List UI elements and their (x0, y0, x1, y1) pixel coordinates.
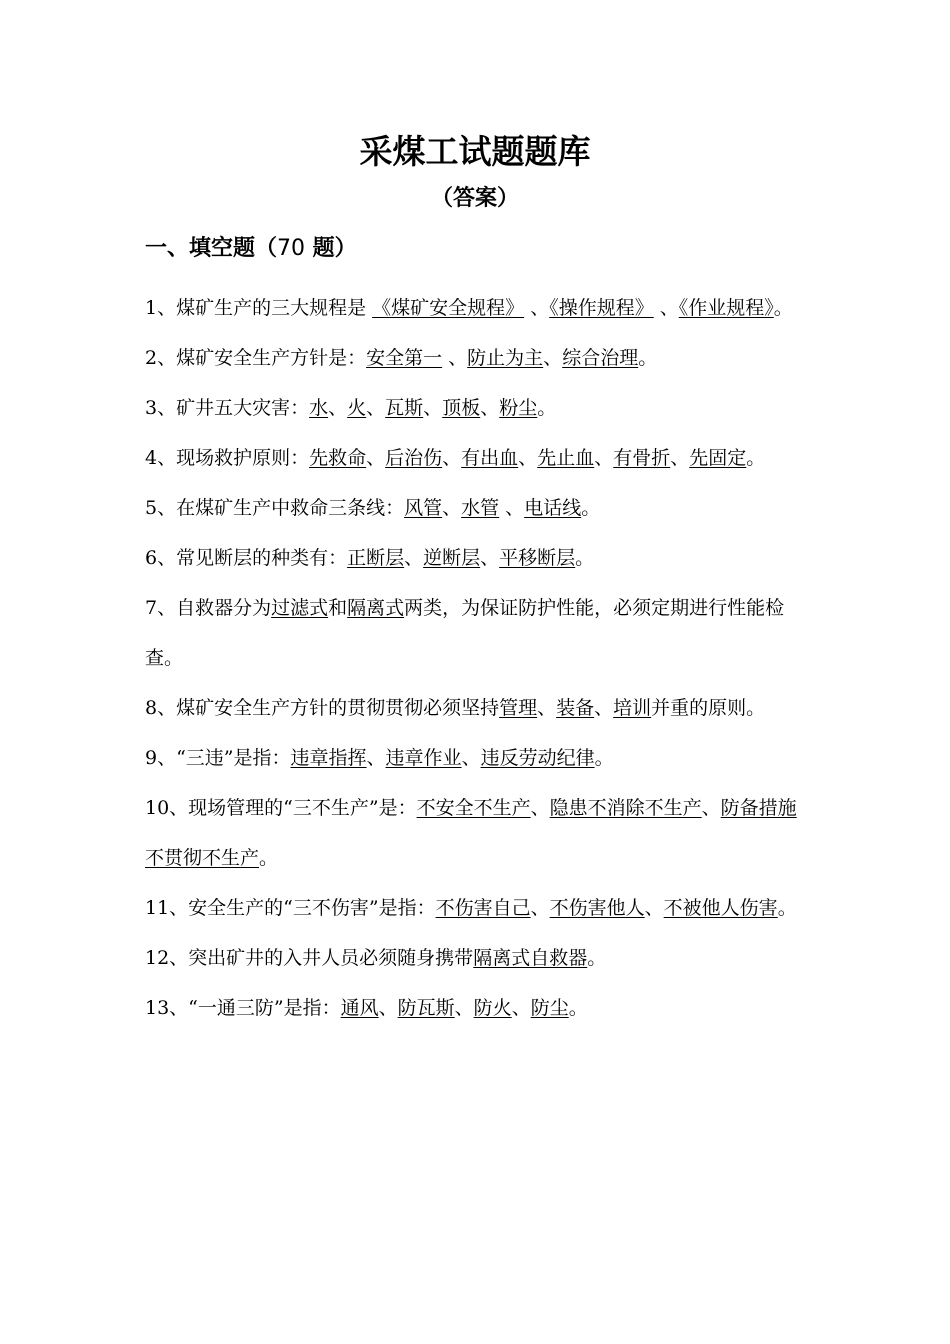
question-text: 、 (461, 747, 481, 769)
answer-blank: 平移断层 (499, 547, 576, 569)
question-item (145, 383, 807, 433)
question-text: 、 (404, 547, 424, 569)
answer-blank: 不伤害自己 (435, 897, 531, 919)
question-text: 、 (366, 447, 386, 469)
answer-blank: 防火 (473, 997, 512, 1019)
question-text: 11、安全生产的“三不伤害”是指： (145, 897, 436, 919)
answer-blank: 隔离式自救器 (473, 947, 588, 969)
answer-blank: 装备 (556, 697, 595, 719)
question-item (145, 333, 807, 383)
answer-blank: 管理 (499, 697, 538, 719)
question-text: 。 (259, 847, 279, 869)
answer-blank: 正断层 (347, 547, 405, 569)
answer-blank: 通风 (340, 997, 379, 1019)
question-text: 、 (524, 297, 550, 319)
answer-blank: 安全第一 (366, 347, 443, 369)
question-text: 12、突出矿井的入井人员必须随身携带 (145, 947, 474, 969)
question-text: 。 (568, 997, 588, 1019)
answer-blank: 先救命 (309, 447, 367, 469)
question-item (145, 933, 807, 983)
question-text: 、 (442, 447, 462, 469)
question-text: 。 (587, 947, 607, 969)
question-item (145, 983, 807, 1033)
question-text: 。 (537, 397, 557, 419)
question-text: 、 (594, 697, 614, 719)
question-text: 、 (701, 797, 721, 819)
question-item (145, 533, 807, 583)
answer-blank: 违章指挥 (290, 747, 367, 769)
question-text: 。 (638, 347, 658, 369)
answer-blank: 先止血 (537, 447, 595, 469)
answer-blank: 《作业规程》 (678, 297, 774, 319)
section-question-count: 70 (277, 236, 306, 261)
question-text: 、 (644, 897, 664, 919)
answer-blank: 隐患不消除不生产 (549, 797, 702, 819)
question-text: 、 (530, 797, 550, 819)
question-text: 、 (511, 997, 531, 1019)
question-text: 、 (499, 497, 525, 519)
answer-blank: 水管 (461, 497, 500, 519)
question-text: 2、煤矿安全生产方针是： (145, 347, 367, 369)
question-item (145, 883, 807, 933)
answer-blank: 先固定 (689, 447, 747, 469)
question-item (145, 433, 807, 483)
question-text: 两类，为保证防护性能，必须定期进行性能检查。 (145, 597, 785, 669)
answer-blank: 违章作业 (385, 747, 462, 769)
question-item (145, 783, 807, 883)
question-text: 。 (575, 547, 595, 569)
answer-blank: 防备措施不贯彻不生产 (145, 797, 797, 869)
question-text: 并重的原则。 (651, 697, 766, 719)
answer-blank: 不被他人伤害 (663, 897, 778, 919)
document-subtitle: （答案） (430, 186, 519, 211)
question-text: 、 (454, 997, 474, 1019)
answer-blank: 水 (309, 397, 329, 419)
question-text: 。 (581, 497, 601, 519)
section-suffix: 题） (305, 236, 357, 261)
answer-blank: 《操作规程》 (549, 297, 654, 319)
question-item (145, 583, 807, 683)
question-text: 、 (537, 697, 557, 719)
question-text: 。 (777, 897, 797, 919)
question-text: 、 (653, 297, 679, 319)
answer-blank: 逆断层 (423, 547, 481, 569)
answer-blank: 综合治理 (562, 347, 639, 369)
question-text: 10、现场管理的“三不生产”是： (145, 797, 417, 819)
answer-blank: 防止为主 (467, 347, 544, 369)
question-item (145, 683, 807, 733)
answer-blank: 过滤式 (271, 597, 329, 619)
question-text: 。 (746, 447, 766, 469)
question-text: 和 (328, 597, 348, 619)
question-text: 。 (594, 747, 614, 769)
answer-blank: 《煤矿安全规程》 (372, 297, 525, 319)
question-text: 、 (518, 447, 538, 469)
answer-blank: 粉尘 (499, 397, 538, 419)
question-text: 6、常见断层的种类有： (145, 547, 348, 569)
question-text: 、 (442, 347, 468, 369)
answer-blank: 不安全不生产 (416, 797, 531, 819)
answer-blank: 培训 (613, 697, 652, 719)
question-text: 、 (594, 447, 614, 469)
answer-blank: 有骨折 (613, 447, 671, 469)
section-heading (145, 232, 357, 266)
question-text: 、 (366, 747, 386, 769)
question-text: 、 (480, 397, 500, 419)
answer-blank: 顶板 (442, 397, 481, 419)
question-text: 7、自救器分为 (145, 597, 272, 619)
answer-blank: 后治伤 (385, 447, 443, 469)
answer-blank: 有出血 (461, 447, 519, 469)
answer-blank: 电话线 (524, 497, 582, 519)
question-text: 、 (366, 397, 386, 419)
answer-blank: 防尘 (530, 997, 569, 1019)
question-text: 1、煤矿生产的三大规程是 (145, 297, 373, 319)
answer-blank: 不伤害他人 (549, 897, 645, 919)
question-text: 。 (773, 297, 793, 319)
question-list (145, 283, 807, 1033)
answer-blank: 风管 (404, 497, 443, 519)
document-title: 采煤工试题题库 (359, 132, 591, 171)
question-item (145, 483, 807, 533)
question-text: 、 (423, 397, 443, 419)
question-text: 、 (378, 997, 398, 1019)
question-item (145, 733, 807, 783)
question-text: 、 (543, 347, 563, 369)
question-text: 13、“一通三防”是指： (145, 997, 341, 1019)
answer-blank: 违反劳动纪律 (480, 747, 595, 769)
question-text: 9、“三违”是指： (145, 747, 291, 769)
question-text: 5、在煤矿生产中救命三条线： (145, 497, 405, 519)
question-text: 4、现场救护原则： (145, 447, 310, 469)
answer-blank: 火 (347, 397, 367, 419)
question-text: 8、煤矿安全生产方针的贯彻贯彻必须坚持 (145, 697, 500, 719)
answer-blank: 隔离式 (347, 597, 405, 619)
question-text: 、 (530, 897, 550, 919)
section-prefix: 一、填空题（ (145, 236, 278, 261)
answer-blank: 瓦斯 (385, 397, 424, 419)
answer-blank: 防瓦斯 (397, 997, 455, 1019)
question-text: 、 (328, 397, 348, 419)
question-text: 、 (480, 547, 500, 569)
question-text: 、 (670, 447, 690, 469)
question-text: 、 (442, 497, 462, 519)
question-text: 3、矿井五大灾害： (145, 397, 310, 419)
question-item (145, 283, 807, 333)
